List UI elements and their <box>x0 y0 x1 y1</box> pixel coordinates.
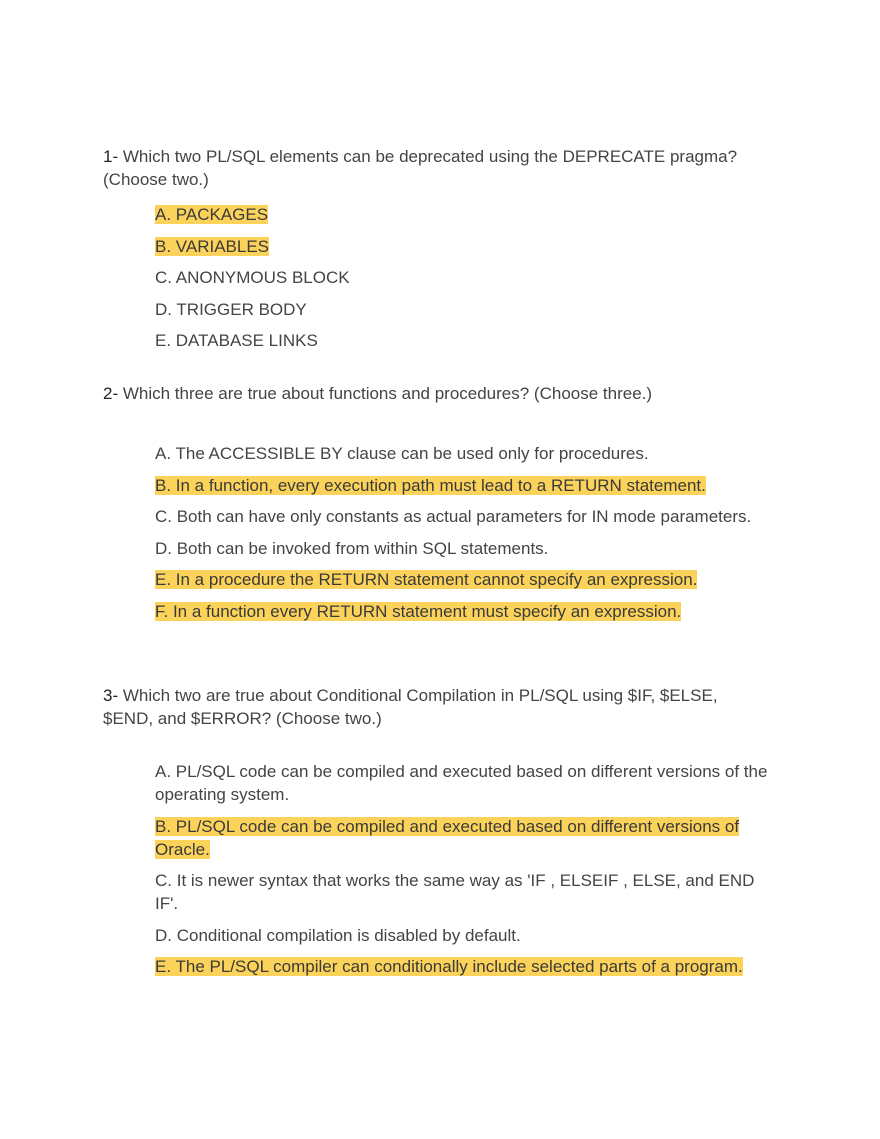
option-text: A. PACKAGES <box>155 205 269 224</box>
option-d <box>155 537 775 560</box>
question-1-options <box>155 203 775 361</box>
option-text: E. In a procedure the RETURN statement cannot specify an expression. <box>155 570 698 589</box>
option-text: C. ANONYMOUS BLOCK <box>155 268 350 287</box>
option-text: D. Conditional compilation is disabled by default. <box>155 925 521 945</box>
question-2-options <box>155 442 775 631</box>
option-text: D. TRIGGER BODY <box>155 299 307 319</box>
option-b <box>155 474 775 497</box>
option-c <box>155 505 775 528</box>
option-a <box>155 442 775 465</box>
option-text: E. DATABASE LINKS <box>155 331 318 350</box>
option-e <box>155 568 775 591</box>
question-text: Which three are true about functions and procedures? (Choose three.) <box>118 384 653 403</box>
option-text: C. It is newer syntax that works the same way as 'IF , ELSEIF , ELSE, and END IF'. <box>155 871 755 913</box>
question-number: 1- <box>103 147 119 166</box>
option-text: B. PL/SQL code can be compiled and executed based on different versions of Oracle. <box>155 816 740 859</box>
option-b <box>155 235 775 258</box>
option-text: E. The PL/SQL compiler can conditionally include selected parts of a program. <box>155 957 743 976</box>
option-text: B. In a function, every execution path must lead to a RETURN statement. <box>155 475 706 495</box>
option-b <box>155 815 775 861</box>
option-c <box>155 266 775 289</box>
question-1 <box>103 145 763 191</box>
question-text: Which two PL/SQL elements can be deprecated using the DEPRECATE pragma? (Choose two.) <box>103 147 738 189</box>
option-d <box>155 924 775 947</box>
option-c <box>155 869 775 915</box>
option-e <box>155 955 775 978</box>
question-number: 3- <box>103 686 119 705</box>
option-text: B. VARIABLES <box>155 236 270 256</box>
option-text: A. PL/SQL code can be compiled and executed based on different versions of the operating system. <box>155 762 768 804</box>
question-2 <box>103 382 763 405</box>
option-d <box>155 298 775 321</box>
question-3 <box>103 684 763 730</box>
option-text: C. Both can have only constants as actual parameters for IN mode parameters. <box>155 507 752 526</box>
question-3-options <box>155 760 775 987</box>
question-text: Which two are true about Conditional Compilation in PL/SQL using $IF, $ELSE, $END, and $ERROR? (Choose two.) <box>103 686 718 728</box>
option-e <box>155 329 775 352</box>
option-text: A. The ACCESSIBLE BY clause can be used only for procedures. <box>155 444 649 463</box>
option-text: F. In a function every RETURN statement must specify an expression. <box>155 601 682 621</box>
question-number: 2- <box>103 384 119 403</box>
option-a <box>155 203 775 226</box>
option-a <box>155 760 775 806</box>
option-text: D. Both can be invoked from within SQL statements. <box>155 538 549 558</box>
option-f <box>155 600 775 623</box>
